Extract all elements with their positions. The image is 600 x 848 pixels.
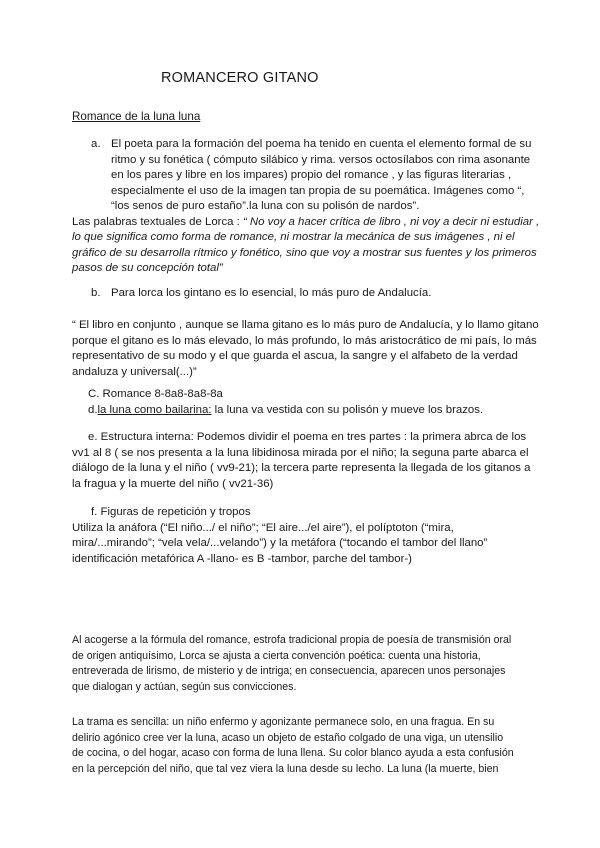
text-line: Utiliza la anáfora (“El niño.../ el niño”; “El aire.../el aire”), el políptoton (“mira, xyxy=(72,521,454,534)
text-line: identificación metafórica A -llano- es B -tambor, parche del tambor-) xyxy=(72,552,412,565)
text-line: especialmente el uso de la imagen tan propia de su poemática. Imágenes como “, xyxy=(111,184,525,197)
text-line: de cocina, o del hogar, acaso con forma de luna llena. Su color blanco ayuda a esta confusión xyxy=(72,747,514,759)
text-line: en los pares y libre en los impares) propio del romance , y las figuras literarias , xyxy=(111,169,512,181)
text-line: porque el gitano es lo más elevado, lo más profundo, lo más aristocrático de mi país, lo más xyxy=(72,334,537,347)
item-d-label: d. xyxy=(88,403,98,416)
item-f-heading: f. Figuras de repetición y tropos xyxy=(91,506,251,518)
item-c: C. Romance 8-8a8-8a8-8a xyxy=(88,388,223,400)
text-line: vv1 al 8 ( se nos presenta a la luna libidinosa mirada por el niño; la seguna parte abarca el xyxy=(72,446,529,459)
quote-italic: “ No voy a hacer crítica de libro , ni voy a decir ni estudiar , xyxy=(242,215,540,228)
text-line: delirio agónico cree ver la luna, acaso un objeto de estaño colgado de una viga, un utensilio xyxy=(72,731,504,744)
quote-intro: Las palabras textuales de Lorca : xyxy=(72,215,243,228)
item-d-underlined: la luna como bailarina: xyxy=(97,403,212,416)
text-line: diálogo de la luna y el niño ( vv9-21); la tercera parte representa la llegada de los gitanos a xyxy=(72,462,531,474)
item-a-body xyxy=(111,153,530,215)
libro-quote xyxy=(72,318,539,380)
item-b: b. Para lorca los gintano es lo esencial, lo más puro de Andalucía. xyxy=(91,286,431,302)
text-line: entreverada de lirismo, de misterio y de intriga; en consecuencia, aparecen unos personajes xyxy=(72,665,506,677)
text-line: lo que significa como forma de romance, ni mostrar la mecánica de sus imágenes , ni el xyxy=(72,231,515,243)
text-line: que dialogan y actúan, según sus convicciones. xyxy=(72,680,297,693)
lorca-quote xyxy=(72,215,539,277)
item-f-body xyxy=(72,521,487,568)
text-line: gráfico de su desarrolla rítmico y fonético, sino que voy a mostrar sus fuentes y los primeros xyxy=(72,246,537,259)
paragraph-trama xyxy=(72,715,514,777)
item-e-first-line: e. Estructura interna: Podemos dividir el poema en tres partes : la primera abrca de los xyxy=(88,431,527,443)
text-line: Al acogerse a la fórmula del romance, estrofa tradicional propia de poesía de transmisión oral xyxy=(72,634,512,646)
item-a-first-line: a. El poeta para la formación del poema ha tenido en cuenta el elemento formal de su xyxy=(91,137,531,153)
text-line: de origen antiquísimo, Lorca se ajusta a cierta convención poética: cuenta una historia, xyxy=(72,649,481,662)
item-d: d.la luna como bailarina: la luna va vestida con su polisón y mueve los brazos. xyxy=(88,403,484,416)
paragraph-romance xyxy=(72,633,511,695)
text-line: La trama es sencilla: un niño enfermo y agonizante permanece solo, en una fragua. En su xyxy=(72,716,495,728)
item-a-label: a. xyxy=(91,138,101,150)
text-line: andaluza y universal(...)” xyxy=(72,365,197,378)
text-line: ritmo y su fonética ( cómputo silábico y rima. versos octosílabos con rima asonante xyxy=(111,153,531,166)
item-b-label: b. xyxy=(91,287,101,299)
text-line: la fragua y la muerte del niño ( vv21-36) xyxy=(72,477,274,490)
text-line: mira/...mirando”; “vela vela/...velando”) y la metáfora (“tocando el tambor del llano” xyxy=(72,537,488,549)
item-e-body xyxy=(72,446,530,493)
text-line: en la percepción del niño, que tal vez viera la luna desde su lecho. La luna (la muerte, bien xyxy=(72,762,499,775)
document-title: ROMANCERO GITANO xyxy=(161,70,319,86)
text-line: “ El libro en conjunto , aunque se llama gitano es lo más puro de Andalucía, y lo llamo gitano xyxy=(72,319,539,331)
section-subtitle: Romance de la luna luna xyxy=(72,110,201,123)
text-line: representativo de su modo y el que guarda el ascua, la sangre y el alfabeto de la verdad xyxy=(72,350,518,362)
text-line: “los senos de puro estaño”.la luna con su polisón de nardos”. xyxy=(111,200,420,212)
text-line: pasos de su concepción total” xyxy=(72,262,223,274)
